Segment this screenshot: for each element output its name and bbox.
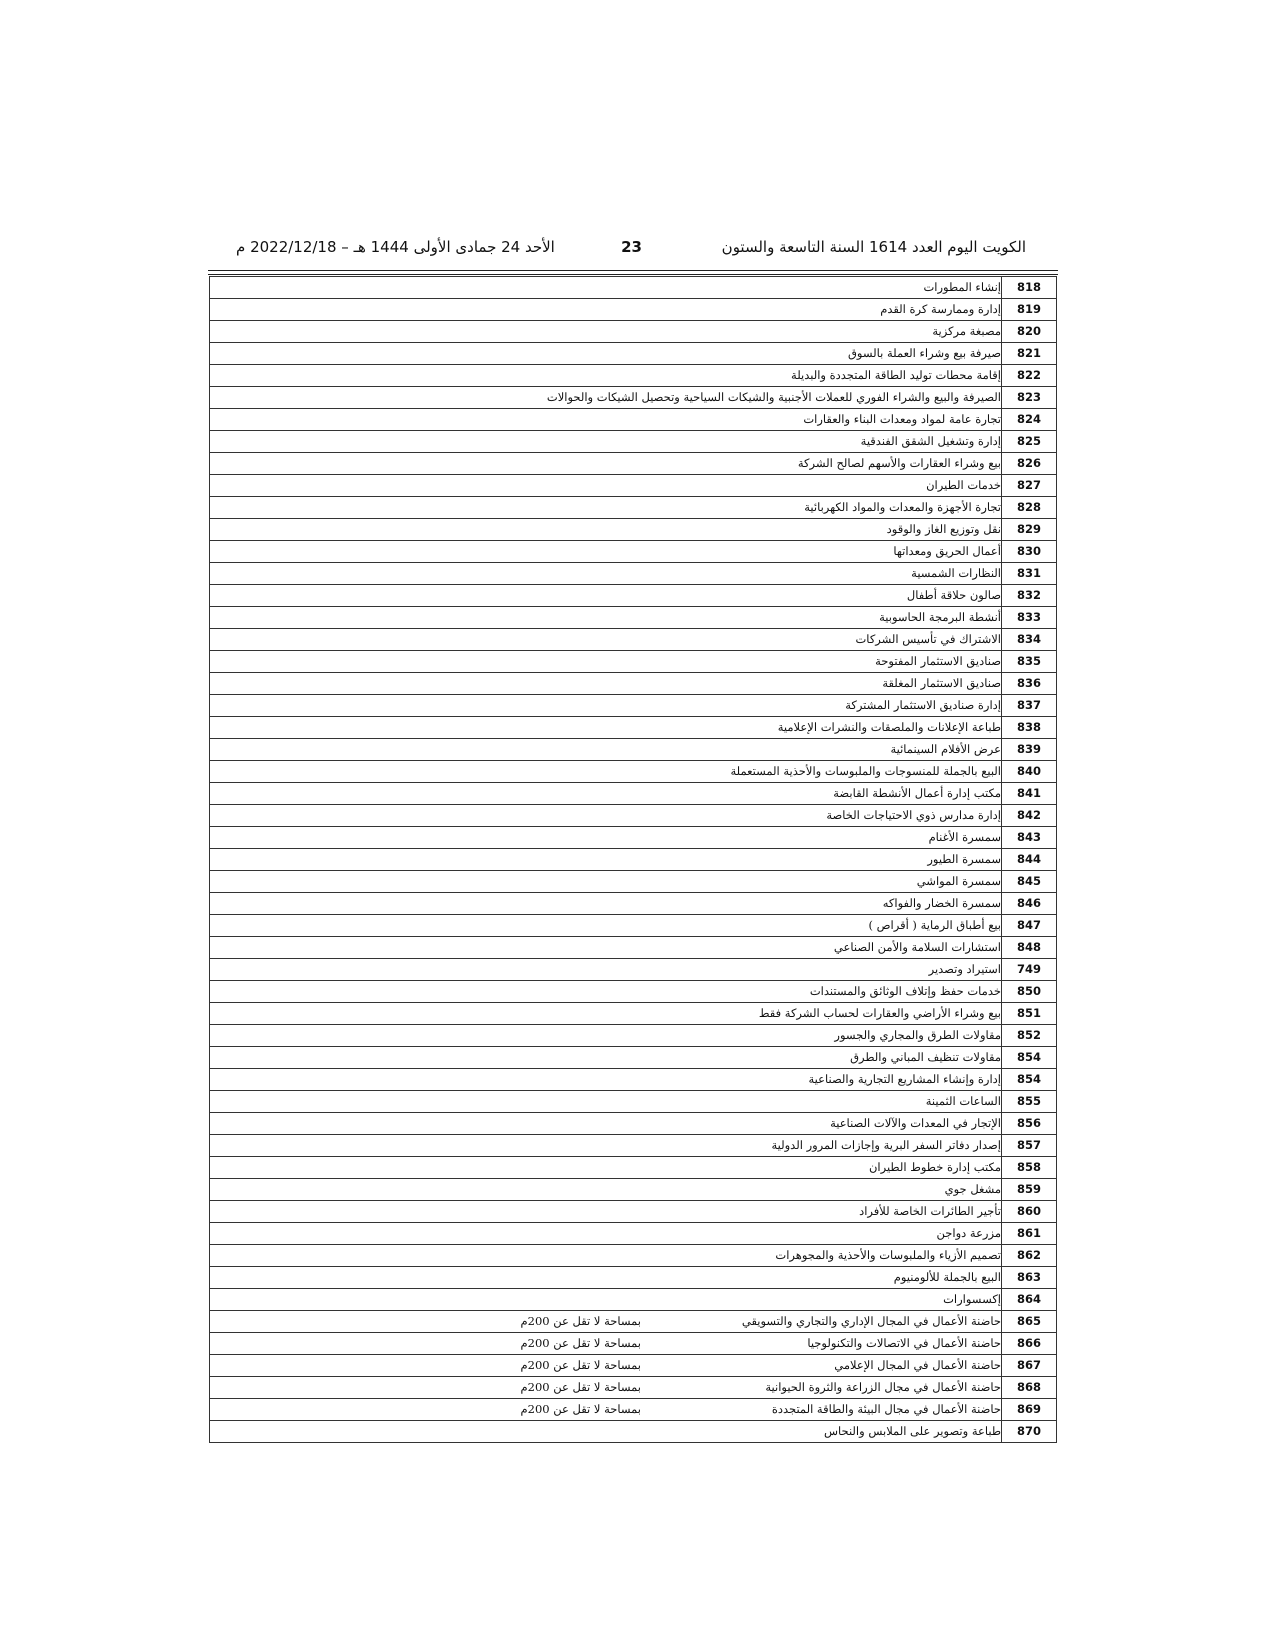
activity-name: إقامة محطات توليد الطاقة المتجددة والبديلة [791,368,1001,382]
row-activity-cell [210,673,1002,695]
header-rule [208,274,1058,275]
row-number: 848 [1002,937,1057,959]
activity-name: خدمات الطيران [926,478,1001,492]
table-row [210,871,1057,893]
activity-condition: بمساحة لا تقل عن 200م [520,1314,641,1328]
row-number: 841 [1002,783,1057,805]
table-row [210,321,1057,343]
row-number: 867 [1002,1355,1057,1377]
activity-name: مصبغة مركزية [932,324,1001,338]
row-activity-cell [210,299,1002,321]
table-row [210,849,1057,871]
row-activity-cell [210,629,1002,651]
activity-name: إدارة وممارسة كرة القدم [880,302,1001,316]
row-activity-cell [210,959,1002,981]
row-activity-cell [210,1421,1002,1443]
table-row [210,475,1057,497]
activity-name: مقاولات الطرق والمجاري والجسور [834,1028,1001,1042]
row-number: 826 [1002,453,1057,475]
row-activity-cell [210,1377,1002,1399]
row-number: 842 [1002,805,1057,827]
row-number: 861 [1002,1223,1057,1245]
row-activity-cell [210,915,1002,937]
table-row [210,277,1057,299]
activity-name: استشارات السلامة والأمن الصناعي [833,940,1001,954]
activity-name: تصميم الأزياء والملبوسات والأحذية والمجوهرات [775,1248,1001,1262]
activity-name: إدارة صناديق الاستثمار المشتركة [845,698,1001,712]
activity-name: حاضنة الأعمال في المجال الإعلامي [834,1358,1001,1372]
table-row [210,1091,1057,1113]
row-activity-cell [210,1355,1002,1377]
activity-name: إصدار دفاتر السفر البرية وإجازات المرور الدولية [771,1138,1001,1152]
activity-name: حاضنة الأعمال في الاتصالات والتكنولوجيا [807,1336,1001,1350]
row-activity-cell [210,1267,1002,1289]
activity-name: صناديق الاستثمار المغلقة [882,676,1001,690]
row-number: 860 [1002,1201,1057,1223]
activity-name: خدمات حفظ وإتلاف الوثائق والمستندات [809,984,1001,998]
row-number: 832 [1002,585,1057,607]
table-row [210,585,1057,607]
row-activity-cell [210,519,1002,541]
row-number: 828 [1002,497,1057,519]
row-number: 839 [1002,739,1057,761]
table-row [210,959,1057,981]
table-row [210,541,1057,563]
activity-name: مكتب إدارة خطوط الطيران [868,1160,1001,1174]
row-number: 834 [1002,629,1057,651]
table-row [210,1245,1057,1267]
row-number: 864 [1002,1289,1057,1311]
row-number: 749 [1002,959,1057,981]
row-activity-cell [210,563,1002,585]
table-row [210,673,1057,695]
activity-condition: بمساحة لا تقل عن 200م [520,1336,641,1350]
table-row [210,761,1057,783]
table-row [210,1135,1057,1157]
table-row [210,827,1057,849]
table-row [210,1113,1057,1135]
row-number: 831 [1002,563,1057,585]
activity-name: الاشتراك في تأسيس الشركات [855,632,1001,646]
table-row [210,1311,1057,1333]
activity-name: حاضنة الأعمال في المجال الإداري والتجاري والتسويقي [741,1314,1001,1328]
row-activity-cell [210,431,1002,453]
table-row [210,365,1057,387]
table-row [210,1333,1057,1355]
row-number: 847 [1002,915,1057,937]
row-number: 857 [1002,1135,1057,1157]
table-row [210,563,1057,585]
row-number: 870 [1002,1421,1057,1443]
activity-name: صيرفة بيع وشراء العملة بالسوق [848,346,1001,360]
table-row [210,739,1057,761]
row-activity-cell [210,1179,1002,1201]
activity-name: حاضنة الأعمال في مجال البيئة والطاقة المتجددة [771,1402,1001,1416]
activity-condition: بمساحة لا تقل عن 200م [520,1380,641,1394]
row-number: 836 [1002,673,1057,695]
table-row [210,1267,1057,1289]
activities-table [209,276,1057,1443]
activity-name: إنشاء المطورات [923,280,1001,294]
row-number: 837 [1002,695,1057,717]
row-number: 843 [1002,827,1057,849]
row-number: 854 [1002,1047,1057,1069]
row-activity-cell [210,541,1002,563]
table-row [210,1377,1057,1399]
activities-table-body [210,277,1057,1443]
row-activity-cell [210,893,1002,915]
table-row [210,453,1057,475]
table-row [210,695,1057,717]
row-activity-cell [210,1157,1002,1179]
row-activity-cell [210,1311,1002,1333]
activity-condition: بمساحة لا تقل عن 200م [520,1402,641,1416]
table-row [210,1421,1057,1443]
row-number: 820 [1002,321,1057,343]
row-activity-cell [210,1003,1002,1025]
row-activity-cell [210,849,1002,871]
activity-name: إدارة مدارس ذوي الاحتياجات الخاصة [826,808,1001,822]
table-row [210,1179,1057,1201]
table-row [210,1355,1057,1377]
table-row [210,409,1057,431]
row-activity-cell [210,1245,1002,1267]
row-activity-cell [210,717,1002,739]
row-activity-cell [210,1113,1002,1135]
publication-title: الكويت اليوم العدد 1614 السنة التاسعة والستون [721,238,1026,256]
activity-name: سمسرة الطيور [927,852,1001,866]
activity-name: تجارة عامة لمواد ومعدات البناء والعقارات [803,412,1001,426]
table-row [210,1025,1057,1047]
activity-name: صناديق الاستثمار المفتوحة [875,654,1001,668]
table-row [210,1157,1057,1179]
row-activity-cell [210,1289,1002,1311]
row-activity-cell [210,1223,1002,1245]
row-number: 840 [1002,761,1057,783]
row-activity-cell [210,475,1002,497]
activity-name: البيع بالجملة للألومنيوم [893,1270,1001,1284]
activity-name: النظارات الشمسية [911,566,1001,580]
activity-name: تجارة الأجهزة والمعدات والمواد الكهربائية [804,500,1001,514]
row-number: 869 [1002,1399,1057,1421]
row-number: 835 [1002,651,1057,673]
row-activity-cell [210,871,1002,893]
row-activity-cell [210,365,1002,387]
activity-condition: بمساحة لا تقل عن 200م [520,1358,641,1372]
row-number: 829 [1002,519,1057,541]
activity-name: تأجير الطائرات الخاصة للأفراد [859,1204,1001,1218]
table-row [210,1399,1057,1421]
page-header [236,238,1026,268]
row-activity-cell [210,607,1002,629]
header-rule [208,270,1058,271]
row-number: 845 [1002,871,1057,893]
table-row [210,981,1057,1003]
row-activity-cell [210,343,1002,365]
activity-name: مشغل جوي [944,1182,1001,1196]
activity-name: طباعة وتصوير على الملابس والنحاس [823,1424,1001,1438]
row-activity-cell [210,1025,1002,1047]
row-number: 852 [1002,1025,1057,1047]
row-activity-cell [210,981,1002,1003]
row-activity-cell [210,1069,1002,1091]
row-number: 859 [1002,1179,1057,1201]
row-activity-cell [210,739,1002,761]
activity-name: الإتجار في المعدات والآلات الصناعية [830,1116,1001,1130]
activity-name: حاضنة الأعمال في مجال الزراعة والثروة الحيوانية [765,1380,1001,1394]
table-row [210,497,1057,519]
row-number: 865 [1002,1311,1057,1333]
activity-name: إدارة وإنشاء المشاريع التجارية والصناعية [808,1072,1001,1086]
row-activity-cell [210,321,1002,343]
row-number: 823 [1002,387,1057,409]
activity-name: إدارة وتشغيل الشقق الفندقية [860,434,1001,448]
activity-name: الساعات الثمينة [925,1094,1001,1108]
table-row [210,1047,1057,1069]
table-row [210,805,1057,827]
row-activity-cell [210,387,1002,409]
activity-name: بيع وشراء العقارات والأسهم لصالح الشركة [797,456,1001,470]
table-row [210,651,1057,673]
row-number: 858 [1002,1157,1057,1179]
activity-name: سمسرة الخضار والفواكه [882,896,1001,910]
row-activity-cell [210,827,1002,849]
activity-name: إكسسوارات [943,1292,1001,1306]
table-row [210,431,1057,453]
row-number: 846 [1002,893,1057,915]
activity-name: مكتب إدارة أعمال الأنشطة القابضة [833,786,1001,800]
activity-name: بيع أطباق الرماية ( أقراص ) [868,918,1001,932]
row-number: 818 [1002,277,1057,299]
row-number: 856 [1002,1113,1057,1135]
row-number: 824 [1002,409,1057,431]
row-activity-cell [210,1333,1002,1355]
activity-name: الصيرفة والبيع والشراء الفوري للعملات الأجنبية والشيكات السياحية وتحصيل الشيكات والحوالات [546,390,1001,404]
activity-name: طباعة الإعلانات والملصقات والنشرات الإعلامية [777,720,1001,734]
row-activity-cell [210,1047,1002,1069]
row-activity-cell [210,1399,1002,1421]
row-activity-cell [210,585,1002,607]
table-row [210,387,1057,409]
table-row [210,607,1057,629]
table-row [210,1003,1057,1025]
row-activity-cell [210,497,1002,519]
row-number: 821 [1002,343,1057,365]
row-number: 833 [1002,607,1057,629]
row-number: 862 [1002,1245,1057,1267]
row-number: 866 [1002,1333,1057,1355]
row-activity-cell [210,277,1002,299]
row-number: 850 [1002,981,1057,1003]
row-activity-cell [210,1091,1002,1113]
row-activity-cell [210,453,1002,475]
page-number: 23 [621,238,642,256]
activity-name: صالون حلاقة أطفال [906,588,1001,602]
table-row [210,717,1057,739]
row-number: 822 [1002,365,1057,387]
row-activity-cell [210,651,1002,673]
activity-name: مقاولات تنظيف المباني والطرق [850,1050,1001,1064]
activity-name: مزرعة دواجن [936,1226,1001,1240]
table-row [210,1069,1057,1091]
row-activity-cell [210,1201,1002,1223]
row-number: 844 [1002,849,1057,871]
row-number: 838 [1002,717,1057,739]
row-number: 863 [1002,1267,1057,1289]
activity-name: بيع وشراء الأراضي والعقارات لحساب الشركة فقط [758,1006,1001,1020]
table-row [210,937,1057,959]
row-number: 830 [1002,541,1057,563]
row-activity-cell [210,805,1002,827]
activity-name: نقل وتوزيع الغاز والوقود [886,522,1001,536]
activity-name: استيراد وتصدير [928,962,1001,976]
issue-date: الأحد 24 جمادى الأولى 1444 هـ – 2022/12/18 م [236,238,555,256]
row-number: 854 [1002,1069,1057,1091]
row-number: 868 [1002,1377,1057,1399]
row-activity-cell [210,409,1002,431]
row-number: 825 [1002,431,1057,453]
table-row [210,1223,1057,1245]
row-activity-cell [210,761,1002,783]
row-activity-cell [210,1135,1002,1157]
table-row [210,1201,1057,1223]
table-row [210,893,1057,915]
table-row [210,343,1057,365]
row-activity-cell [210,937,1002,959]
row-number: 851 [1002,1003,1057,1025]
table-row [210,915,1057,937]
row-number: 819 [1002,299,1057,321]
activity-name: عرض الأفلام السينمائية [890,742,1001,756]
activity-name: سمسرة المواشي [916,874,1001,888]
activity-name: سمسرة الأغنام [928,830,1001,844]
activity-name: أعمال الحريق ومعداتها [893,544,1001,558]
table-row [210,629,1057,651]
activity-name: البيع بالجملة للمنسوجات والملبوسات والأحذية المستعملة [730,764,1001,778]
table-row [210,299,1057,321]
table-row [210,1289,1057,1311]
table-row [210,519,1057,541]
row-activity-cell [210,783,1002,805]
activity-name: أنشطة البرمجة الحاسوبية [879,610,1001,624]
row-activity-cell [210,695,1002,717]
table-row [210,783,1057,805]
row-number: 827 [1002,475,1057,497]
row-number: 855 [1002,1091,1057,1113]
